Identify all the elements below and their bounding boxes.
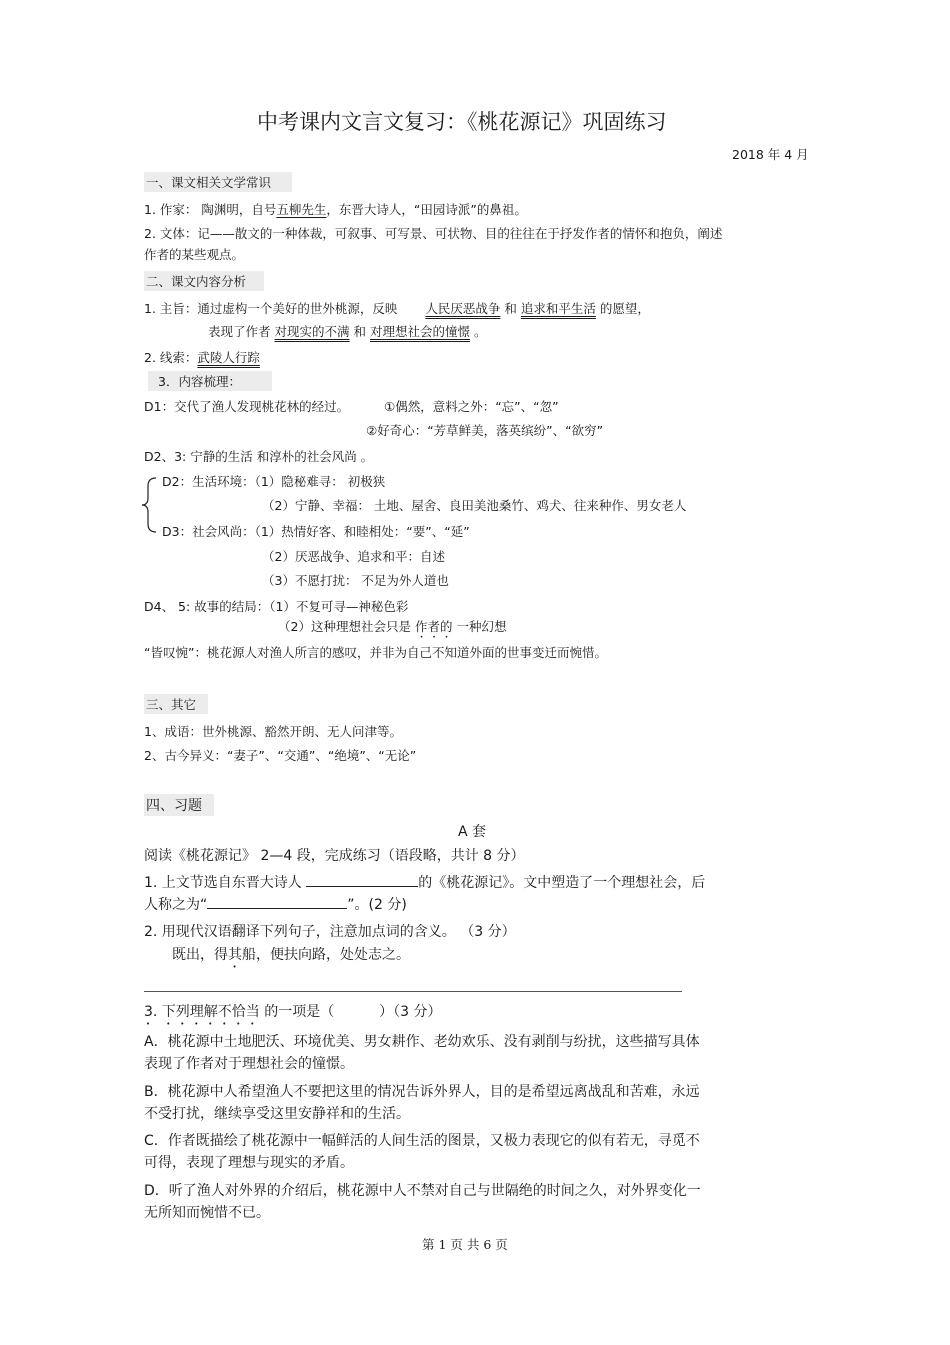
answer-underline: 五柳先生 bbox=[276, 202, 327, 217]
answer-underline: 对理想社会的憧憬 bbox=[370, 324, 471, 339]
answer-blank[interactable] bbox=[207, 894, 347, 909]
question-3: 3. 下列理解不恰当 的一项是（ ）（3 分） bbox=[144, 1004, 442, 1020]
question-1: 1. 上文节选自东晋大诗人 的《桃花源记》。文中塑造了一个理想社会，后 bbox=[144, 872, 705, 892]
outline-d1-point-1: ①偶然，意料之外：“忘”、“忽” bbox=[384, 399, 559, 414]
option-d-line-1: D．听了渔人对外界的介绍后，桃花源中人不禁对自己与世隔绝的时间之久，对外界变化一 bbox=[144, 1183, 701, 1199]
dotted-emphasis: 作者的 bbox=[414, 619, 453, 634]
outline-d3-point-3: （3）不愿打扰： 不足为外人道也 bbox=[262, 573, 449, 588]
genre-line: 2. 文体：记——散文的一种体裁，可叙事、可写景、可状物、目的往往在于抒发作者的情怀和抱负，阐述 bbox=[144, 226, 723, 241]
exercise-set: A 套 bbox=[458, 824, 487, 840]
answer-underline: 追求和平生活 bbox=[520, 301, 596, 316]
outline-d1: D1：交代了渔人发现桃花林的经过。 bbox=[144, 399, 350, 414]
outline-d3-point-2: （2）厌恶战争、追求和平：自述 bbox=[262, 549, 445, 564]
outline-d1-point-2: ②好奇心：“芳草鲜美，落英缤纷”、“欲穷” bbox=[366, 423, 604, 438]
option-b-line-1: B．桃花源中人希望渔人不要把这里的情况告诉外界人，目的是希望远离战乱和苦难，永远 bbox=[144, 1084, 700, 1100]
outline-d3: D3：社会风尚：（1）热情好客、和睦相处：“要”、“延” bbox=[162, 524, 470, 539]
section-header-4: 四、习题 bbox=[144, 794, 214, 816]
section-header-2: 二、课文内容分析 bbox=[144, 271, 264, 291]
clue-line: 2. 线索：武陵人行踪 bbox=[144, 350, 260, 365]
option-c-line-1: C．作者既描绘了桃花源中一幅鲜活的人间生活的图景，又极力表现它的似有若无，寻觅不 bbox=[144, 1133, 700, 1149]
ancient-modern-line: 2、古今异义：“妻子”、“交通”、“绝境”、“无论” bbox=[144, 748, 417, 763]
section-header-1: 一、课文相关文学常识 bbox=[144, 172, 292, 192]
outline-d45-point-2: （2）这种理想社会只是 作者的 一种幻想 bbox=[278, 619, 507, 634]
theme-line-2: 表现了作者 对现实的不满 和 对理想社会的憧憬 。 bbox=[208, 324, 487, 339]
outline-d23: D2、3: 宁静的生活 和淳朴的社会风尚 。 bbox=[144, 449, 374, 464]
genre-line-cont: 作者的某些观点。 bbox=[144, 247, 245, 262]
answer-line[interactable] bbox=[144, 991, 682, 992]
section-header-3: 三、其它 bbox=[144, 694, 208, 714]
idioms-line: 1、成语：世外桃源、豁然开朗、无人问津等。 bbox=[144, 724, 402, 739]
option-c-line-2: 可得，表现了理想与现实的矛盾。 bbox=[144, 1155, 354, 1171]
exercise-intro: 阅读《桃花源记》 2—4 段，完成练习（语段略，共计 8 分） bbox=[144, 848, 525, 864]
date: 2018 年 4 月 bbox=[732, 147, 809, 162]
author-line: 1. 作家： 陶渊明，自号五柳先生，东晋大诗人，“田园诗派”的鼻祖。 bbox=[144, 202, 527, 217]
answer-underline: 人民厌恶战争 bbox=[425, 301, 501, 316]
brace-icon bbox=[140, 476, 162, 534]
question-2: 2. 用现代汉语翻译下列句子，注意加点词的含义。 （3 分） bbox=[144, 924, 516, 940]
option-a-line-1: A．桃花源中土地肥沃、环境优美、男女耕作、老幼欢乐、没有剥削与纷扰，这些描写具体 bbox=[144, 1034, 700, 1050]
dotted-emphasis: 3. 下列理解不恰当 bbox=[144, 1004, 260, 1020]
theme-line: 1. 主旨：通过虚构一个美好的世外桃源，反映 人民厌恶战争 和 追求和平生活 的愿望， bbox=[144, 301, 650, 316]
option-b-line-2: 不受打扰，继续享受这里安静祥和的生活。 bbox=[144, 1106, 410, 1122]
dotted-emphasis: 其 bbox=[228, 947, 242, 963]
answer-underline: 对现实的不满 bbox=[274, 324, 350, 339]
outline-d45: D4、 5: 故事的结局：（1）不复可寻—神秘色彩 bbox=[144, 599, 409, 614]
outline-d2-point-2: （2）宁静、幸福： 土地、屋舍、良田美池桑竹、鸡犬、往来种作、男女老人 bbox=[262, 498, 687, 513]
subheader-3: 3．内容梳理： bbox=[148, 371, 272, 391]
answer-underline: 武陵人行踪 bbox=[197, 350, 260, 365]
answer-blank[interactable] bbox=[306, 872, 418, 887]
question-1-cont: 人称之为“ ”。(2 分) bbox=[144, 894, 407, 914]
page-title: 中考课内文言文复习：《桃花源记》巩固练习 bbox=[257, 110, 667, 134]
jietanwan-note: “皆叹惋”：桃花源人对渔人所言的感叹，并非为自己不知道外面的世事变迁而惋惜。 bbox=[144, 645, 607, 660]
question-2-sentence: 既出，得其船，便扶向路，处处志之。 bbox=[172, 947, 410, 963]
outline-d2: D2：生活环境：（1）隐秘难寻： 初极狭 bbox=[162, 474, 386, 489]
option-d-line-2: 无所知而惋惜不已。 bbox=[144, 1205, 270, 1221]
page-footer: 第 1 页 共 6 页 bbox=[422, 1237, 508, 1252]
option-a-line-2: 表现了作者对于理想社会的憧憬。 bbox=[144, 1056, 354, 1072]
